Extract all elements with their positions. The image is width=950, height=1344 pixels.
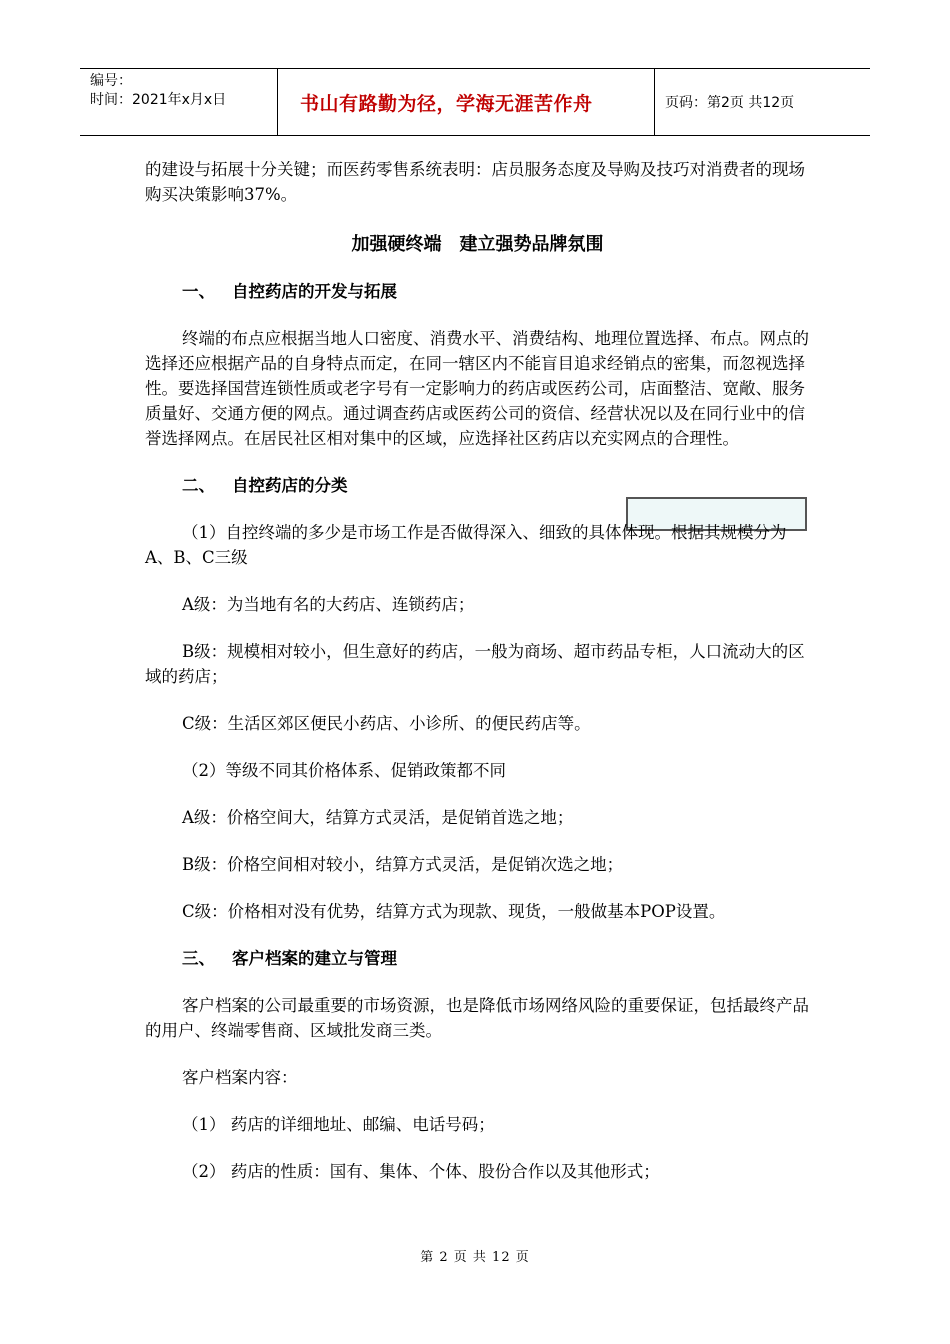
header-page-info: 页码：第2页 共12页 <box>665 95 795 111</box>
b-level-price: B级：价格空间相对较小，结算方式灵活，是促销次选之地； <box>182 855 624 874</box>
header-number-label: 编号： <box>90 73 132 89</box>
section-3-number: 三、 <box>182 949 215 968</box>
c-level-price: C级：价格相对没有优势，结算方式为现款、现货，一般做基本POP设置。 <box>182 902 726 921</box>
a-level-description: A级：为当地有名的大药店、连锁药店； <box>182 595 475 614</box>
section-2-paragraph-2: （2）等级不同其价格体系、促销政策都不同 <box>182 761 506 780</box>
section-3-heading <box>145 946 810 971</box>
b-level-description: B级：规模相对较小，但生意好的药店，一般为商场、超市药品专柜，人口流动大的区域的药店； <box>145 642 805 686</box>
document-body <box>145 157 810 1184</box>
section-2-heading <box>145 473 810 498</box>
header-time-label: 时间：2021年x月x日 <box>90 92 227 108</box>
page-header <box>80 68 870 136</box>
main-title: 加强硬终端 建立强势品牌氛围 <box>351 234 604 255</box>
section-2-number: 二、 <box>182 476 215 495</box>
header-motto: 书山有路勤为径，学海无涯苦作舟 <box>278 69 655 135</box>
customer-file-item-2: （2） 药店的性质：国有、集体、个体、股份合作以及其他形式； <box>182 1162 660 1181</box>
a-level-price: A级：价格空间大，结算方式灵活，是促销首选之地； <box>182 808 574 827</box>
section-1-title: 自控药店的开发与拓展 <box>232 282 397 301</box>
section-1-number: 一、 <box>182 282 215 301</box>
section-3-paragraph-1: 客户档案的公司最重要的市场资源，也是降低市场网络风险的重要保证，包括最终产品的用户、终端零售商、区域批发商三类。 <box>145 996 809 1040</box>
page-footer: 第 2 页 共 12 页 <box>420 1250 530 1265</box>
customer-file-item-1: （1） 药店的详细地址、邮编、电话号码； <box>182 1115 495 1134</box>
section-2-title: 自控药店的分类 <box>232 476 348 495</box>
intro-paragraph: 的建设与拓展十分关键；而医药零售系统表明：店员服务态度及导购及技巧对消费者的现场购买决策影响37%。 <box>145 160 805 204</box>
section-3-paragraph-2: 客户档案内容： <box>182 1068 298 1087</box>
section-1-heading <box>145 279 810 304</box>
section-2-paragraph-1: （1）自控终端的多少是市场工作是否做得深入、细致的具体体现。根据其规模分为A、B、C三级 <box>145 523 787 567</box>
header-meta <box>80 69 278 135</box>
c-level-description: C级：生活区郊区便民小药店、小诊所、的便民药店等。 <box>182 714 591 733</box>
section-1-paragraph: 终端的布点应根据当地人口密度、消费水平、消费结构、地理位置选择、布点。网点的选择还应根据产品的自身特点而定，在同一辖区内不能盲目追求经销点的密集，而忽视选择性。要选择国营连锁性质或老字号有一定影响力的药店或医药公司，店面整洁、宽敞、服务质量好、交通方便的网点。通过调查药店或医药公司的资信、经营状况以及在同行业中的信誉选择网点。在居民社区相对集中的区域，应选择社区药店以充实网点的合理性。 <box>145 329 809 448</box>
section-3-title: 客户档案的建立与管理 <box>232 949 397 968</box>
